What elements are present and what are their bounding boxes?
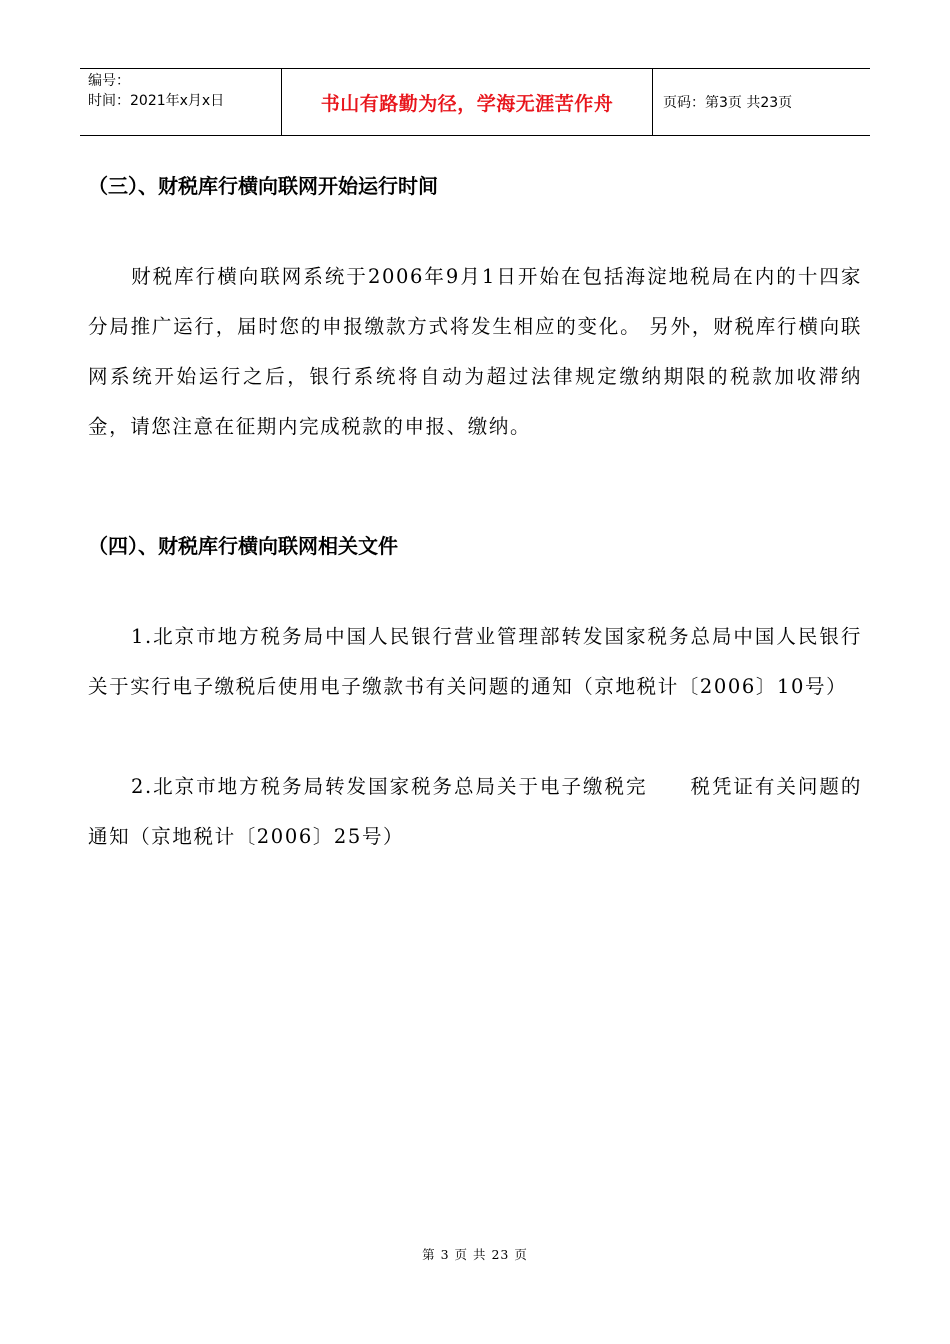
page-footer: 第 3 页 共 23 页 — [422, 1247, 528, 1262]
section-4-item-1: 1.北京市地方税务局中国人民银行营业管理部转发国家税务总局中国人民银行关于实行电子缴税后使用电子缴款书有关问题的通知（京地税计〔2006〕10号） — [88, 625, 862, 698]
header-meta — [80, 69, 281, 135]
document-date-label: 时间：2021年x月x日 — [88, 93, 225, 109]
document-number-label: 编号： — [88, 73, 130, 89]
header-motto: 书山有路勤为径，学海无涯苦作舟 — [281, 69, 653, 135]
section-3-paragraph: 财税库行横向联网系统于2006年9月1日开始在包括海淀地税局在内的十四家分局推广运行，届时您的申报缴款方式将发生相应的变化。 另外，财税库行横向联网系统开始运行之后，银行系统将自动为超过法律规定缴纳期限的税款加收滞纳金，请您注意在征期内完成税款的申报、缴纳。 — [88, 265, 862, 438]
section-heading-4: （四）、财税库行横向联网相关文件 — [88, 534, 398, 558]
section-heading-3: （三）、财税库行横向联网开始运行时间 — [88, 174, 438, 198]
header-page-info: 页码：第3页 共23页 — [663, 95, 793, 111]
page-header — [80, 68, 870, 136]
section-4-item-2: 2.北京市地方税务局转发国家税务总局关于电子缴税完 税凭证有关问题的通知（京地税计〔2006〕25号） — [88, 775, 862, 848]
